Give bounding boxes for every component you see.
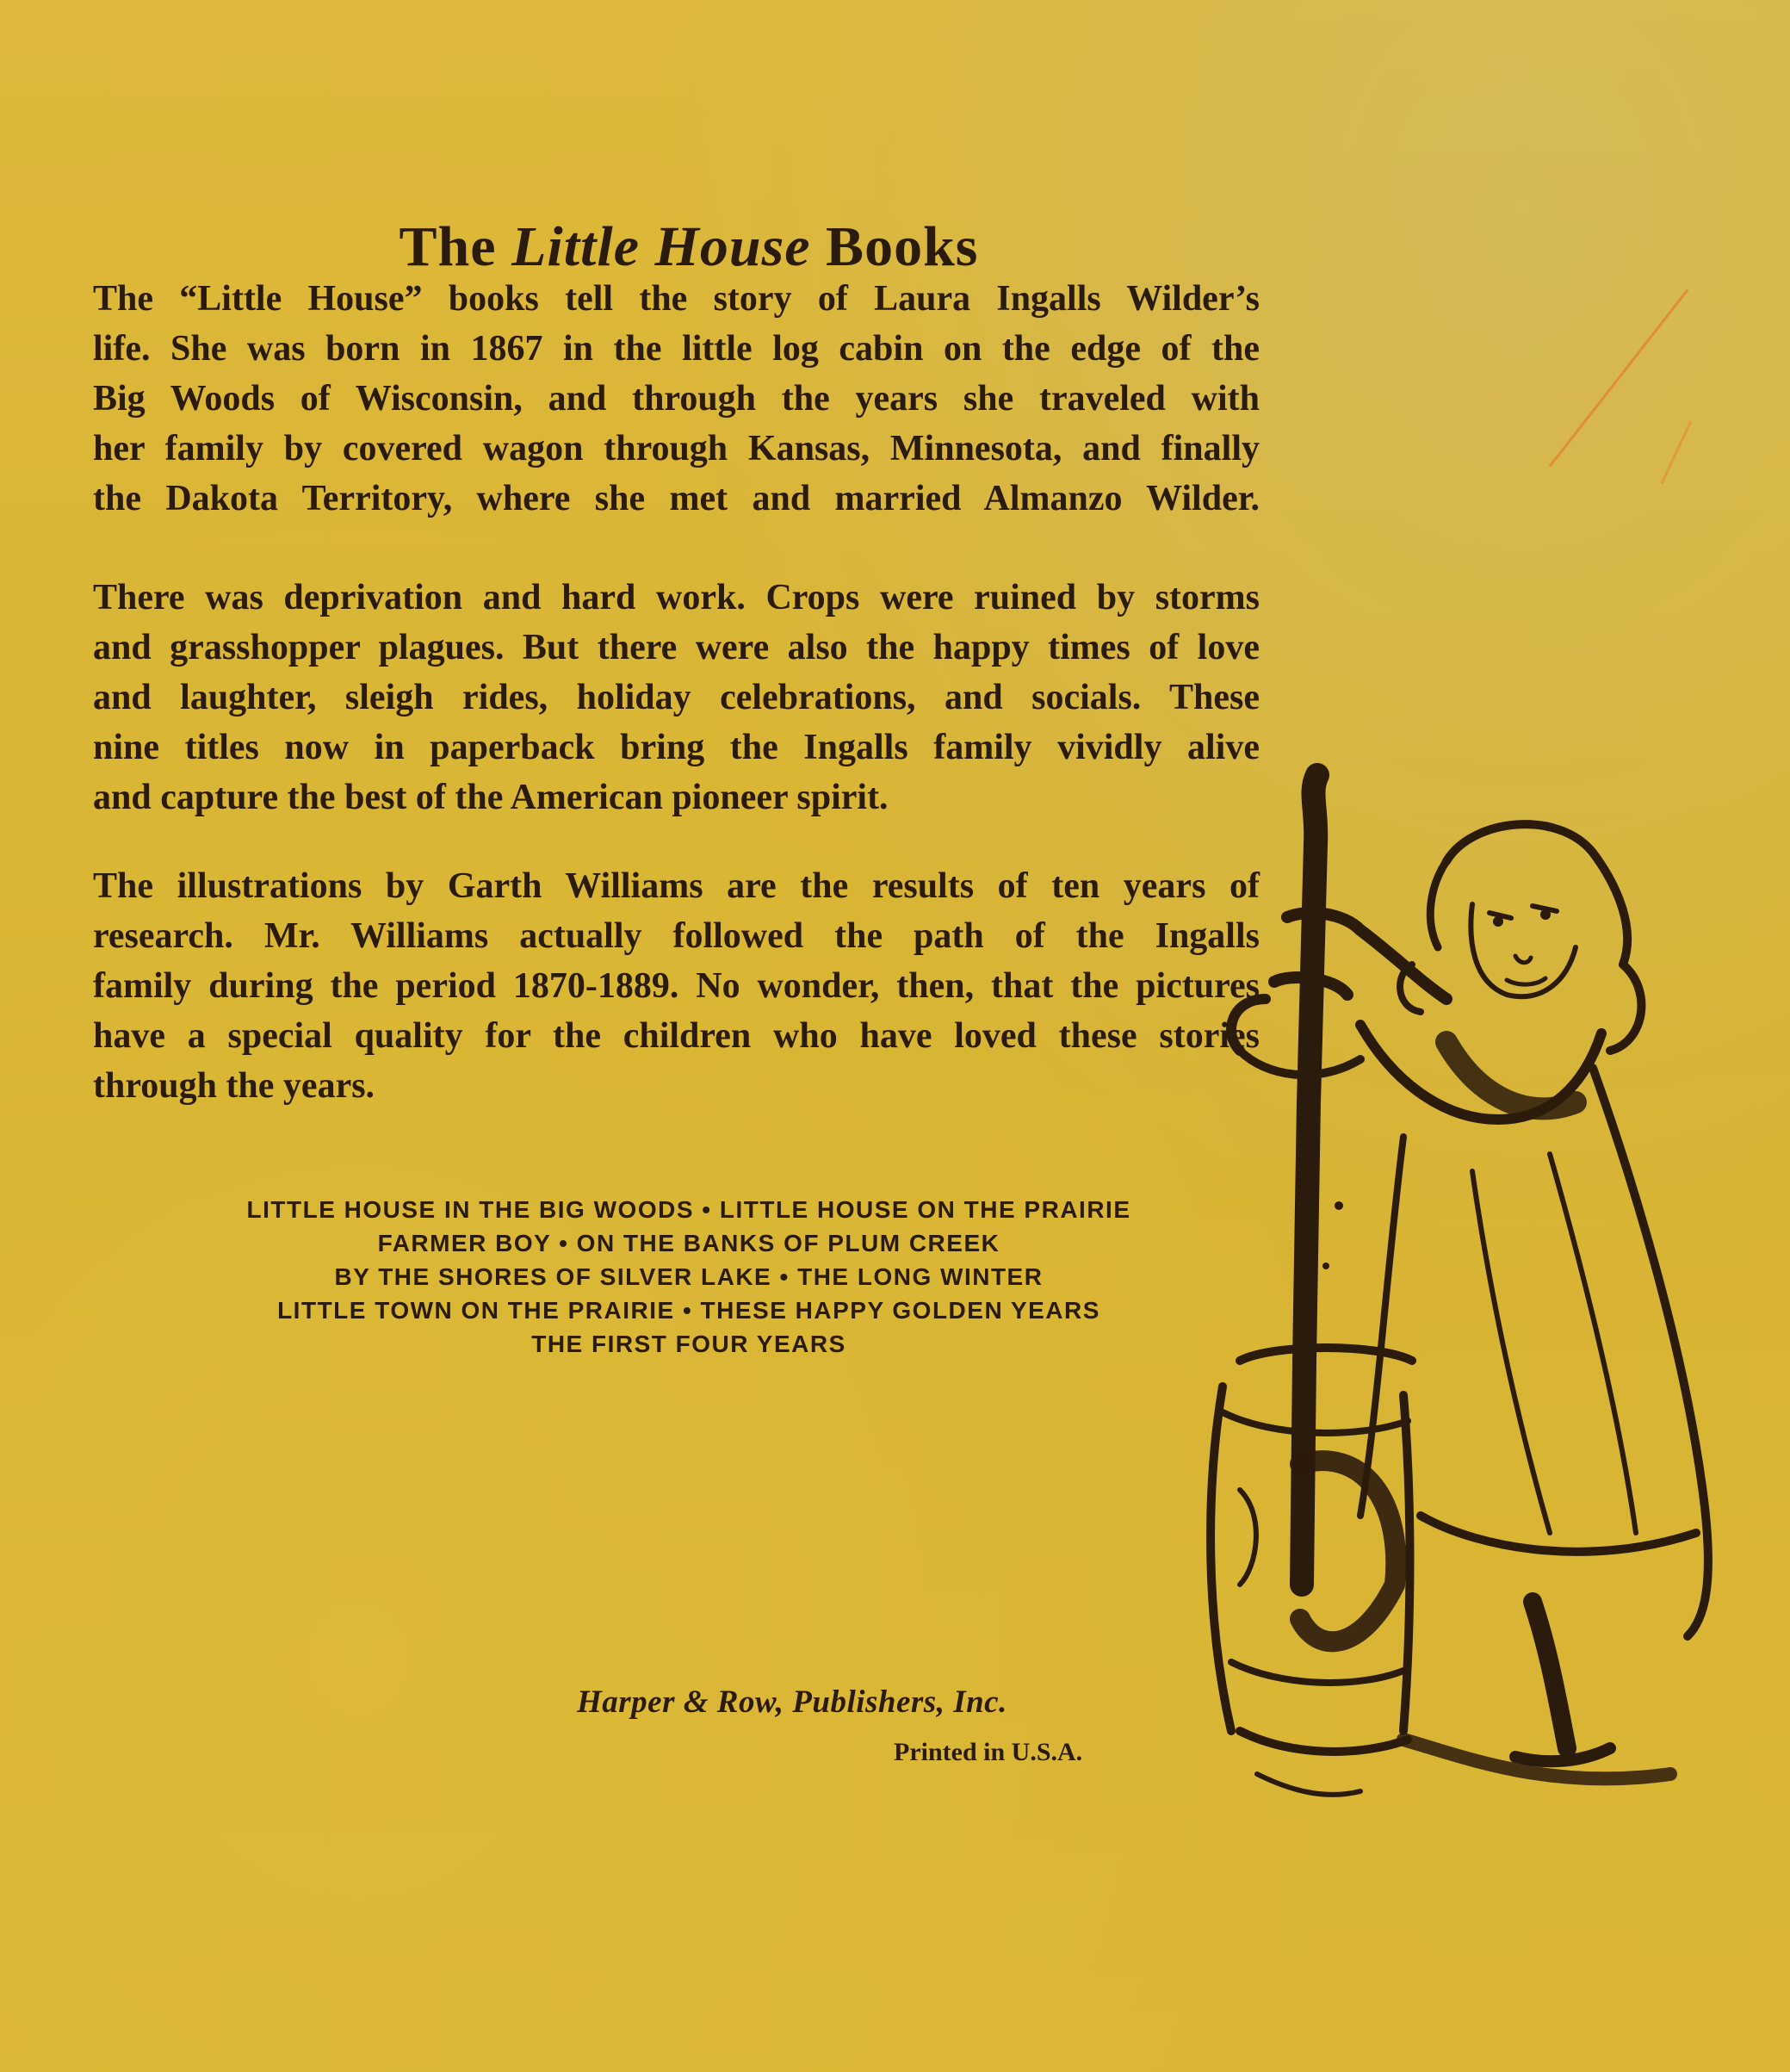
book-title-row: LITTLE HOUSE IN THE BIG WOODS • LITTLE HOUSE ON THE PRAIRIE [246, 1196, 1131, 1223]
book-title-row: LITTLE TOWN ON THE PRAIRIE • THESE HAPPY GOLDEN YEARS [277, 1297, 1100, 1324]
paragraph-line: nine titles now in paperback bring the Ingalls family vividly alive [93, 728, 1260, 767]
book-title-row: FARMER BOY • ON THE BANKS OF PLUM CREEK [377, 1230, 1000, 1256]
page-title [0, 214, 1378, 280]
title-suffix: Books [810, 215, 979, 279]
paragraph-line: have a special quality for the children who have loved these stories [93, 1016, 1260, 1056]
girl-churning-illustration [1188, 758, 1774, 1843]
paragraph-line: through the years. [93, 1066, 375, 1106]
paragraph-line: There was deprivation and hard work. Crops were ruined by storms [93, 578, 1260, 617]
title-prefix: The [399, 215, 512, 279]
paragraph-line: research. Mr. Williams actually followed the path of the Ingalls [93, 916, 1260, 956]
printed-in-label: Printed in U.S.A. [894, 1738, 1083, 1766]
paragraph-biography [93, 274, 1260, 524]
paragraph-line: The illustrations by Garth Williams are the results of ten years of [93, 866, 1260, 906]
paragraph-line: The “Little House” books tell the story of Laura Ingalls Wilder’s [93, 279, 1260, 319]
paragraph-line: and capture the best of the American pioneer spirit. [93, 778, 889, 817]
paragraph-line: her family by covered wagon through Kansas, Minnesota, and finally [93, 429, 1260, 468]
illustration-drawing [1188, 758, 1774, 1843]
paragraph-illustrations [93, 861, 1260, 1111]
paper-scratch [1549, 289, 1688, 468]
paragraph-hardship [93, 573, 1260, 822]
title-italic: Little House [511, 215, 811, 279]
paragraph-line: and laughter, sleigh rides, holiday celebrations, and socials. These [93, 678, 1260, 717]
publisher-name: Harper & Row, Publishers, Inc. [577, 1684, 1007, 1720]
book-title-row: BY THE SHORES OF SILVER LAKE • THE LONG WINTER [334, 1263, 1044, 1290]
paragraph-line: family during the period 1870-1889. No wonder, then, that the pictures [93, 966, 1260, 1006]
paragraph-line: the Dakota Territory, where she met and married Almanzo Wilder. [93, 479, 1260, 518]
paragraph-line: life. She was born in 1867 in the little log cabin on the edge of the [93, 329, 1260, 369]
paragraph-line: Big Woods of Wisconsin, and through the years she traveled with [93, 379, 1260, 419]
book-title-list [172, 1193, 1205, 1361]
book-title-row: THE FIRST FOUR YEARS [531, 1331, 846, 1357]
paper-scratch [1661, 420, 1693, 484]
paragraph-line: and grasshopper plagues. But there were also the happy times of love [93, 628, 1260, 667]
